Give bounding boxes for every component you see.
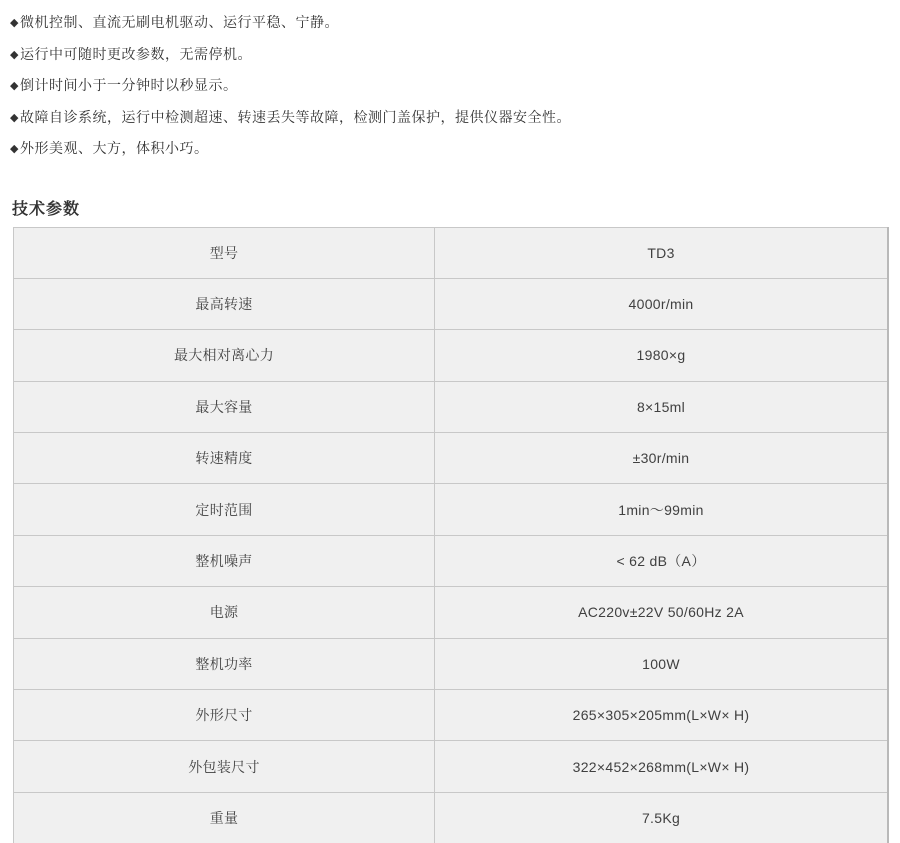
spec-value: 100W <box>435 638 889 689</box>
feature-text: 微机控制、直流无刷电机驱动、运行平稳、宁静。 <box>19 14 339 30</box>
spec-label: 电源 <box>14 587 435 638</box>
spec-row <box>14 484 889 535</box>
spec-label: 最大相对离心力 <box>14 330 435 381</box>
spec-table <box>13 227 889 843</box>
diamond-bullet-icon: ◆ <box>10 111 19 124</box>
diamond-bullet-icon: ◆ <box>10 48 19 61</box>
feature-item <box>10 39 890 71</box>
spec-label: 整机功率 <box>14 638 435 689</box>
spec-row <box>14 227 889 278</box>
spec-value: 1min～99min <box>435 484 889 535</box>
diamond-bullet-icon: ◆ <box>10 17 19 29</box>
diamond-bullet-icon: ◆ <box>10 80 19 92</box>
feature-text: 外形美观、大方，体积小巧。 <box>19 140 209 156</box>
feature-item <box>10 70 890 102</box>
spec-row <box>14 587 889 638</box>
feature-text: 运行中可随时更改参数，无需停机。 <box>19 45 252 62</box>
spec-row <box>14 381 889 432</box>
spec-value: ±30r/min <box>435 433 889 484</box>
spec-label: 定时范围 <box>14 484 435 535</box>
spec-value: 265×305×205mm(L×W× H) <box>435 690 889 741</box>
spec-label: 外形尺寸 <box>14 690 435 741</box>
spec-row <box>14 330 889 381</box>
feature-item <box>10 102 890 134</box>
spec-label: 最大容量 <box>14 381 435 432</box>
diamond-bullet-icon: ◆ <box>10 143 19 155</box>
spec-value: 7.5Kg <box>435 792 889 843</box>
spec-value: 1980×g <box>435 330 889 381</box>
spec-label: 外包装尺寸 <box>14 741 435 792</box>
spec-row <box>14 535 889 586</box>
spec-value: TD3 <box>435 227 889 278</box>
spec-row <box>14 741 889 792</box>
spec-label: 最高转速 <box>14 278 435 329</box>
spec-label: 型号 <box>14 227 435 278</box>
spec-table-body <box>14 227 889 843</box>
spec-value: 8×15ml <box>435 381 889 432</box>
spec-label: 整机噪声 <box>14 535 435 586</box>
spec-value: AC220v±22V 50/60Hz 2A <box>435 587 889 638</box>
spec-value: 322×452×268mm(L×W× H) <box>435 741 889 792</box>
spec-row <box>14 690 889 741</box>
spec-row <box>14 433 889 484</box>
spec-label: 转速精度 <box>14 433 435 484</box>
section-title-technical-parameters: 技术参数 <box>12 200 81 218</box>
spec-value: < 62 dB（A） <box>435 535 889 586</box>
feature-item <box>10 7 890 39</box>
spec-row <box>14 638 889 689</box>
feature-text: 故障自诊系统，运行中检测超速、转速丢失等故障，检测门盖保护，提供仪器安全性。 <box>19 108 571 125</box>
feature-item <box>10 133 890 165</box>
spec-row <box>14 792 889 843</box>
feature-text: 倒计时间小于一分钟时以秒显示。 <box>19 77 238 93</box>
spec-row <box>14 278 889 329</box>
feature-list <box>0 0 900 165</box>
spec-label: 重量 <box>14 792 435 843</box>
spec-value: 4000r/min <box>435 278 889 329</box>
